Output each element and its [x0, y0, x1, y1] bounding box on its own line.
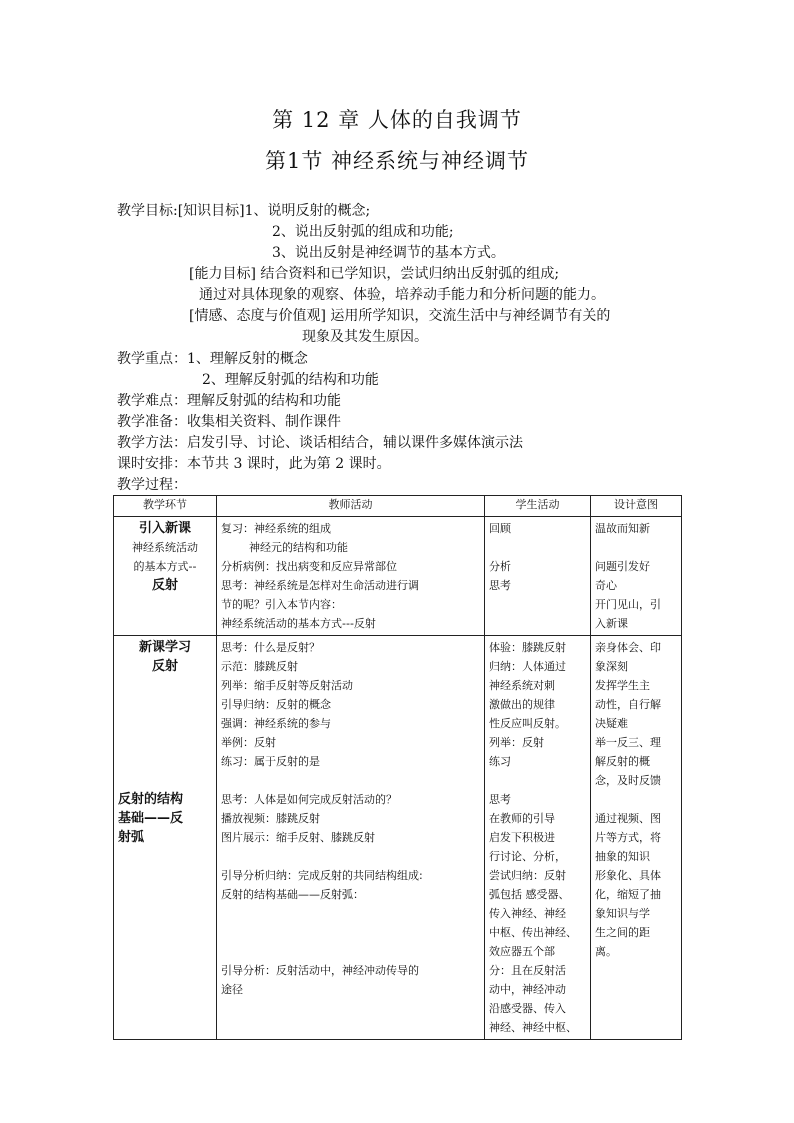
spacer [489, 538, 586, 557]
ability-line: [能力目标] 结合资料和已学知识，尝试归纳出反射弧的组成; [189, 266, 560, 282]
cell-text: 反射的结构基础——反射弧： [221, 888, 364, 901]
spacer [118, 695, 212, 714]
cell-text: 离。 [595, 945, 617, 958]
cell-text: 神经系统活动的基本方式---反射 [221, 617, 376, 630]
cell-text: 中枢、传出神经、 [489, 926, 577, 939]
objective-line: 2、说出反射弧的组成和功能; [272, 224, 454, 240]
cell-text: 温故而知新 [595, 522, 650, 535]
cell-text: 思考：人体是如何完成反射活动的？ [221, 793, 397, 806]
cell-text: 问题引发好 [595, 560, 650, 573]
stage-text: 基础——反 [118, 811, 184, 826]
stage-cell-intro [114, 517, 217, 636]
cell-text: 动性，自行解 [595, 698, 661, 711]
cell-text: 弧包括 感受器、 [489, 888, 570, 901]
cell-text: 示范：膝跳反射 [221, 660, 298, 673]
cell-text: 播放视频：膝跳反射 [221, 812, 320, 825]
cell-text: 神经、神经中枢、 [489, 1021, 577, 1034]
header-design-intent: 设计意图 [591, 496, 682, 517]
cell-text: 性反应叫反射。 [489, 717, 566, 730]
cell-text: 思考：什么是反射？ [221, 641, 320, 654]
stage-text: 射弧 [118, 830, 145, 845]
cell-text: 化，缩短了抽 [595, 888, 661, 901]
cell-text: 途径 [221, 983, 243, 996]
key-point-line: 教学重点：1、理解反射的概念 [117, 351, 308, 367]
cell-text: 列举：缩手反射等反射活动 [221, 679, 353, 692]
cell-text: 节的呢？引入本节内容： [221, 598, 342, 611]
spacer [221, 771, 480, 790]
objective-line: 教学目标:[知识目标]1、说明反射的概念; [117, 203, 371, 219]
cell-text: 分析病例：找出病变和反应异常部位 [221, 560, 397, 573]
cell-text: 分析 [489, 560, 511, 573]
spacer [221, 942, 480, 961]
teacher-activity-cell [217, 636, 485, 1040]
cell-text: 举例：反射 [221, 736, 276, 749]
preparation-line: 教学准备：收集相关资料、制作课件 [117, 414, 341, 430]
stage-text: 的基本方式-- [133, 560, 197, 573]
cell-text: 强调：神经系统的参与 [221, 717, 331, 730]
cell-text: 练习 [489, 755, 511, 768]
cell-text: 思考：神经系统是怎样对生命活动进行调 [221, 579, 419, 592]
stage-text: 反射的结构 [118, 792, 184, 807]
cell-text: 分：且在反射活 [489, 964, 566, 977]
cell-text: 象深刻 [595, 660, 628, 673]
spacer [118, 733, 212, 752]
difficulty-line: 教学难点：理解反射弧的结构和功能 [117, 393, 341, 409]
design-intent-cell [591, 636, 682, 1040]
student-activity-cell [485, 517, 591, 636]
spacer [118, 752, 212, 771]
spacer [221, 923, 480, 942]
objective-line: 3、说出反射是神经调节的基本方式。 [272, 245, 505, 261]
cell-text: 发挥学生主 [595, 679, 650, 692]
cell-text: 举一反三、理 [595, 736, 661, 749]
cell-text: 在教师的引导 [489, 812, 555, 825]
cell-text: 练习：属于反射的是 [221, 755, 320, 768]
emotion-line: [情感、态度与价值观] 运用所学知识，交流生活中与神经调节有关的 [189, 308, 611, 324]
cell-text: 回顾 [489, 522, 511, 535]
spacer [489, 771, 586, 790]
header-stage: 教学环节 [114, 496, 217, 517]
cell-text: 行讨论、分析， [489, 850, 566, 863]
emotion-line: 现象及其发生原因。 [302, 329, 428, 345]
cell-text: 启发下积极进 [489, 831, 555, 844]
cell-text: 体验：膝跳反射 [489, 641, 566, 654]
cell-text: 引导分析：反射活动中，神经冲动传导的 [221, 964, 419, 977]
cell-text: 尝试归纳：反射 [489, 869, 566, 882]
spacer [595, 790, 677, 809]
cell-text: 念，及时反馈 [595, 774, 661, 787]
cell-text: 归纳：人体通过 [489, 660, 566, 673]
cell-text: 象知识与学 [595, 907, 650, 920]
cell-text: 思考 [489, 793, 511, 806]
process-label: 教学过程： [117, 477, 187, 493]
cell-text: 动中，神经冲动 [489, 983, 566, 996]
table-header-row [114, 496, 682, 517]
cell-text: 引导分析归纳：完成反射的共同结构组成: [221, 869, 423, 882]
student-activity-cell [485, 636, 591, 1040]
stage-cell-new-lesson [114, 636, 217, 1040]
spacer [595, 538, 677, 557]
stage-text: 新课学习 [138, 640, 191, 655]
cell-text: 复习：神经系统的组成 [221, 522, 331, 535]
cell-text: 奇心 [595, 579, 617, 592]
cell-text: 图片展示：缩手反射、膝跳反射 [221, 831, 375, 844]
header-student-activity: 学生活动 [485, 496, 591, 517]
chapter-title: 第 12 章 人体的自我调节 [272, 108, 522, 132]
cell-text: 片等方式，将 [595, 831, 661, 844]
cell-text: 解反射的概 [595, 755, 650, 768]
lesson-process-table [113, 495, 682, 1040]
cell-text: 通过视频、图 [595, 812, 661, 825]
teacher-activity-cell [217, 517, 485, 636]
spacer [221, 904, 480, 923]
cell-text: 决疑难 [595, 717, 628, 730]
cell-text: 传入神经、神经 [489, 907, 566, 920]
table-row [114, 517, 682, 636]
cell-text: 思考 [489, 579, 511, 592]
design-intent-cell [591, 517, 682, 636]
cell-text: 形象化、具体 [595, 869, 661, 882]
stage-text: 反射 [151, 578, 178, 593]
header-teacher-activity: 教师活动 [217, 496, 485, 517]
spacer [221, 847, 480, 866]
cell-text: 效应器五个部 [489, 945, 555, 958]
stage-text: 反射 [151, 659, 178, 674]
cell-text: 开门见山，引 [595, 598, 661, 611]
cell-text: 抽象的知识 [595, 850, 650, 863]
cell-text: 入新课 [595, 617, 628, 630]
spacer [118, 771, 212, 790]
stage-text: 神经系统活动 [132, 541, 198, 554]
ability-line: 通过对具体现象的观察、体验，培养动手能力和分析问题的能力。 [199, 287, 605, 303]
stage-text: 引入新课 [138, 521, 191, 536]
cell-text: 列举：反射 [489, 736, 544, 749]
section-title: 第1节 神经系统与神经调节 [264, 149, 530, 173]
cell-text: 生之间的距 [595, 926, 650, 939]
method-line: 教学方法：启发引导、讨论、谈话相结合，辅以课件多媒体演示法 [117, 435, 523, 451]
spacer [118, 676, 212, 695]
spacer [118, 714, 212, 733]
key-point-line: 2、理解反射弧的结构和功能 [202, 372, 379, 388]
cell-text: 激做出的规律 [489, 698, 555, 711]
cell-text: 沿感受器、传入 [489, 1002, 566, 1015]
cell-text: 亲身体会、印 [595, 641, 661, 654]
table-row [114, 636, 682, 1040]
schedule-line: 课时安排：本节共 3 课时，此为第 2 课时。 [117, 456, 391, 472]
cell-text: 神经元的结构和功能 [221, 541, 348, 554]
cell-text: 引导归纳：反射的概念 [221, 698, 331, 711]
cell-text: 神经系统对刺 [489, 679, 555, 692]
